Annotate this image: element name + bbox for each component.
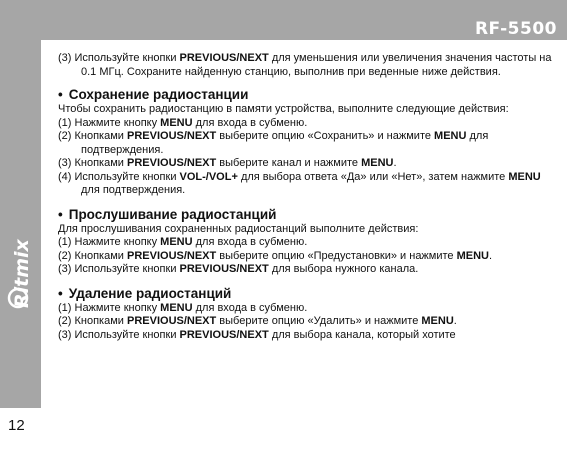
- button-name: PREVIOUS/NEXT: [127, 249, 217, 262]
- button-name: MENU: [421, 315, 454, 327]
- button-name: PREVIOUS/NEXT: [179, 52, 269, 64]
- page-number: 12: [8, 417, 25, 434]
- step-item: (2) Кнопками PREVIOUS/NEXT выберите опцию «Предустановки» и нажмите MENU.: [58, 249, 493, 262]
- button-name: MENU: [160, 301, 193, 314]
- section-title: Сохранение радиостанции: [68, 87, 249, 102]
- section-heading: [58, 207, 558, 223]
- intro-step: (3) Используйте кнопки PREVIOUS/NEXT для уменьшения или увеличения значения частоты на 0.1 МГц. Сохраните найденную станцию, выполнив при веденные ниже действия.: [58, 52, 552, 78]
- ritmix-logo-text: Ritmix: [11, 239, 33, 308]
- bullet-icon: •: [58, 87, 63, 102]
- step-item: (1) Нажмите кнопку MENU для входа в субменю.: [58, 236, 308, 248]
- header-bar: [0, 0, 567, 40]
- button-name: PREVIOUS/NEXT: [179, 263, 269, 275]
- button-name: MENU: [361, 157, 394, 169]
- document-body: [58, 52, 558, 342]
- button-name: MENU: [160, 116, 193, 129]
- sidebar-bar: [0, 40, 41, 454]
- section-heading: [58, 87, 558, 103]
- button-name: MENU: [160, 236, 193, 248]
- ritmix-logo: [1, 220, 39, 310]
- step-item: (3) Используйте кнопки PREVIOUS/NEXT для выбора канала, который хотите: [58, 328, 456, 341]
- button-name: MENU: [434, 130, 467, 142]
- button-name: MENU: [508, 170, 541, 183]
- section-lead: Чтобы сохранить радиостанцию в памяти устройства, выполните следующие действия:: [58, 103, 509, 115]
- button-name: MENU: [456, 249, 489, 262]
- button-name: VOL-/VOL+: [179, 170, 238, 183]
- button-name: PREVIOUS/NEXT: [179, 328, 269, 341]
- model-name: RF-5500: [474, 19, 557, 39]
- step-item: (1) Нажмите кнопку MENU для входа в субменю.: [58, 301, 308, 314]
- step-item: (2) Кнопками PREVIOUS/NEXT выберите опцию «Удалить» и нажмите MENU.: [58, 315, 457, 327]
- step-item: (3) Используйте кнопки PREVIOUS/NEXT для выбора нужного канала.: [58, 263, 419, 275]
- button-name: PREVIOUS/NEXT: [127, 315, 217, 327]
- section-title: Удаление радиостанций: [68, 285, 232, 301]
- step-item: (1) Нажмите кнопку MENU для входа в субменю.: [58, 116, 308, 129]
- button-name: PREVIOUS/NEXT: [127, 130, 217, 142]
- section-lead: Для прослушивания сохраненных радиостанций выполните действия:: [58, 222, 419, 235]
- step-item: (3) Кнопками PREVIOUS/NEXT выберите канал и нажмите MENU.: [58, 157, 397, 169]
- bullet-icon: •: [58, 206, 63, 222]
- step-item: (4) Используйте кнопки VOL-/VOL+ для выбора ответа «Да» или «Нет», затем нажмите MENU для подтверждения.: [58, 170, 541, 196]
- button-name: PREVIOUS/NEXT: [127, 157, 217, 169]
- section-heading: [58, 286, 558, 302]
- section-title: Прослушивание радиостанций: [68, 206, 277, 222]
- bullet-icon: •: [58, 285, 63, 301]
- step-item: (2) Кнопками PREVIOUS/NEXT выберите опцию «Сохранить» и нажмите MENU для подтверждения.: [58, 130, 489, 156]
